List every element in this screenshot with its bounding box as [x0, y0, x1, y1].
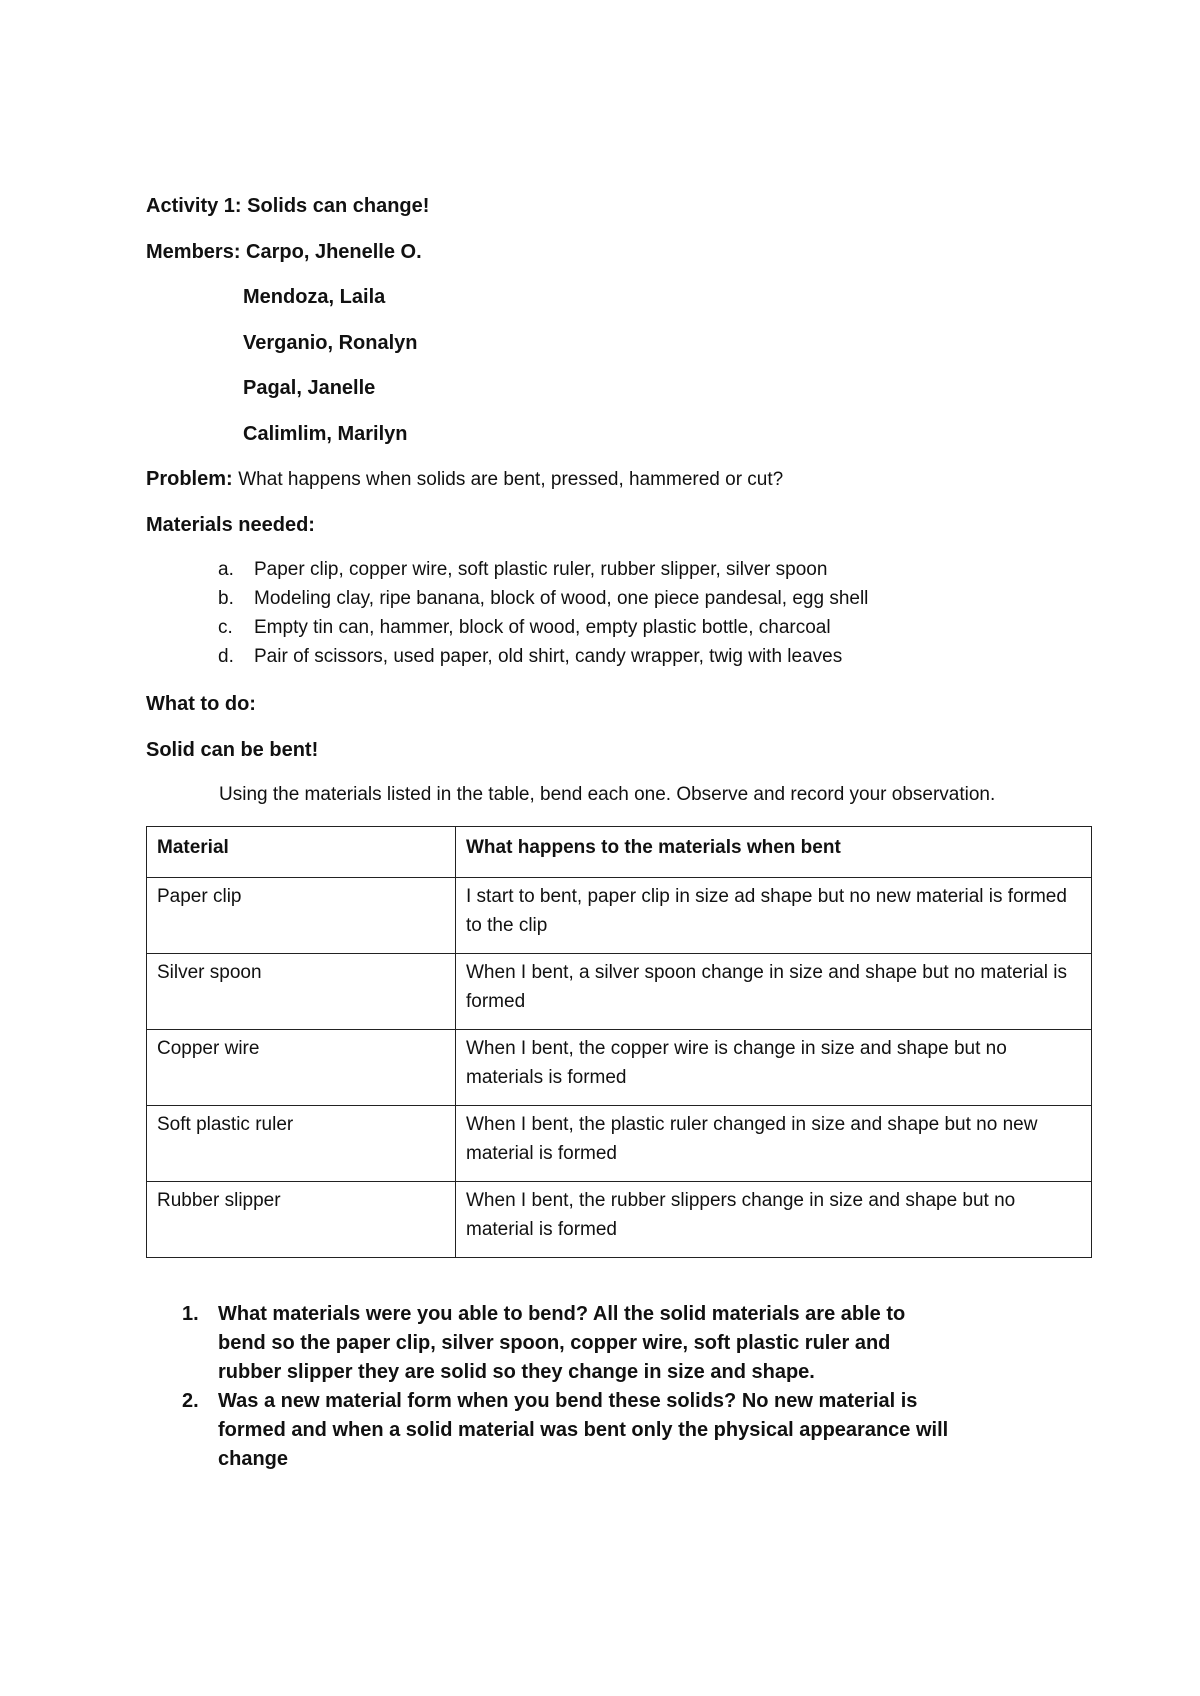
list-marker: d.	[218, 646, 234, 667]
list-marker: b.	[218, 588, 234, 609]
member-name: Pagal, Janelle	[243, 377, 376, 399]
table-cell: Paper clip	[147, 878, 456, 954]
members-label: Members:	[146, 241, 241, 263]
question-number: 1.	[182, 1303, 199, 1325]
what-to-do-heading: What to do:	[146, 693, 256, 715]
question-number: 2.	[182, 1390, 199, 1412]
activity-title: Activity 1: Solids can change!	[146, 195, 430, 217]
table-cell: Rubber slipper	[147, 1182, 456, 1258]
list-text: Empty tin can, hammer, block of wood, empty plastic bottle, charcoal	[254, 617, 831, 638]
section-heading: Solid can be bent!	[146, 739, 319, 761]
table-row	[147, 1182, 1092, 1258]
list-text: Modeling clay, ripe banana, block of wood, one piece pandesal, egg shell	[254, 588, 869, 609]
list-marker: c.	[218, 617, 233, 638]
list-text: Paper clip, copper wire, soft plastic ruler, rubber slipper, silver spoon	[254, 559, 828, 580]
table-row	[147, 1106, 1092, 1182]
list-marker: a.	[218, 559, 234, 580]
instruction-text: Using the materials listed in the table, bend each one. Observe and record your observation.	[219, 784, 996, 805]
column-header: What happens to the materials when bent	[456, 827, 1092, 878]
problem-text: What happens when solids are bent, pressed, hammered or cut?	[238, 469, 784, 490]
question-text: What materials were you able to bend? All the solid materials are able to bend so the paper clip, silver spoon, copper wire, soft plastic ruler and rubber slipper they are solid so they change in size and shape.	[218, 1303, 906, 1383]
observation-table	[146, 826, 1092, 1258]
question-text: Was a new material form when you bend these solids? No new material is formed and when a solid material was bent only the physical appearance will change	[218, 1390, 949, 1470]
table-cell: Silver spoon	[147, 954, 456, 1030]
table-cell: Copper wire	[147, 1030, 456, 1106]
member-name: Calimlim, Marilyn	[243, 423, 408, 445]
table-cell: Soft plastic ruler	[147, 1106, 456, 1182]
member-name: Carpo, Jhenelle O.	[246, 241, 422, 263]
list-text: Pair of scissors, used paper, old shirt, candy wrapper, twig with leaves	[254, 646, 843, 667]
table-cell: When I bent, a silver spoon change in size and shape but no material is formed	[456, 954, 1092, 1030]
materials-heading: Materials needed:	[146, 514, 315, 536]
column-header: Material	[147, 827, 456, 878]
members-line	[146, 240, 422, 264]
table-cell: When I bent, the copper wire is change in size and shape but no materials is formed	[456, 1030, 1092, 1106]
table-cell: When I bent, the plastic ruler changed in size and shape but no new material is formed	[456, 1106, 1092, 1182]
member-name: Verganio, Ronalyn	[243, 332, 418, 354]
table-cell: When I bent, the rubber slippers change in size and shape but no material is formed	[456, 1182, 1092, 1258]
member-name: Mendoza, Laila	[243, 286, 386, 308]
table-row	[147, 954, 1092, 1030]
table-row	[147, 878, 1092, 954]
problem-label: Problem:	[146, 468, 233, 490]
table-row	[147, 1030, 1092, 1106]
table-header-row	[147, 827, 1092, 878]
table-cell: I start to bent, paper clip in size ad shape but no new material is formed to the clip	[456, 878, 1092, 954]
problem-line	[146, 467, 783, 492]
